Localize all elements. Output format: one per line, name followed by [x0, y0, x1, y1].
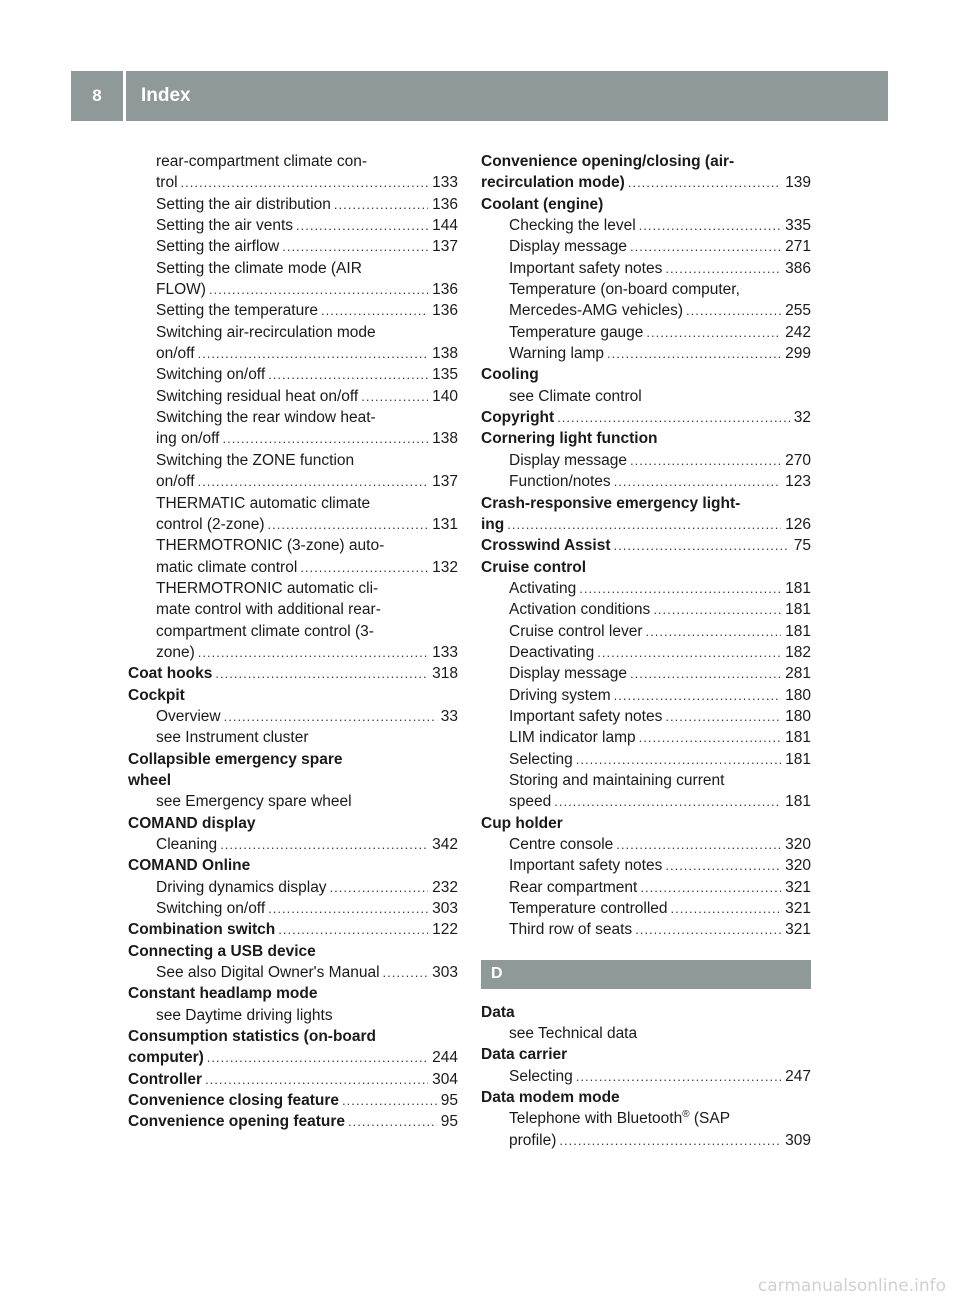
dot-leader [607, 343, 781, 364]
dot-leader [616, 834, 781, 855]
entry-text: Function/notes [509, 473, 611, 491]
page-ref[interactable]: 342 [432, 836, 458, 853]
entry-text: FLOW) [156, 281, 206, 299]
index-subentry [128, 727, 458, 748]
index-subentry [128, 279, 458, 300]
dot-leader [597, 642, 781, 663]
dot-leader [579, 578, 781, 599]
entry-text: trol [156, 174, 178, 192]
dot-leader [554, 791, 781, 812]
index-entry [128, 770, 458, 791]
entry-text: Checking the level [509, 217, 636, 235]
index-subentry [128, 364, 458, 385]
index-subentry [128, 322, 458, 343]
registered-mark: ® [682, 1109, 690, 1121]
index-subentry [481, 599, 811, 620]
index-entry [481, 557, 811, 578]
dot-leader [614, 685, 781, 706]
page-ref[interactable]: 270 [785, 451, 811, 469]
entry-text: Coolant (engine) [481, 195, 604, 213]
page-ref[interactable]: 299 [785, 345, 811, 363]
dot-leader [630, 236, 781, 257]
entry-text: Controller [128, 1070, 203, 1088]
dot-leader [181, 172, 429, 193]
index-subentry [128, 621, 458, 642]
page-ref[interactable]: 304 [432, 1070, 458, 1088]
dot-leader [639, 215, 781, 236]
entry-text: Temperature gauge [509, 323, 644, 341]
index-subentry [481, 663, 811, 684]
dot-leader [296, 215, 428, 236]
page-ref[interactable]: 95 [440, 1092, 458, 1110]
page-ref[interactable]: 123 [785, 473, 811, 491]
index-subentry [128, 194, 458, 215]
dot-leader [614, 471, 781, 492]
dot-leader [507, 514, 781, 535]
page-ref[interactable]: 135 [432, 366, 458, 384]
index-subentry [128, 386, 458, 407]
index-subentry [481, 898, 811, 919]
entry-text: Selecting [509, 1067, 573, 1085]
dot-leader [209, 279, 428, 300]
page-ref[interactable]: 255 [785, 302, 811, 320]
page-ref[interactable]: 321 [785, 900, 811, 918]
dot-leader [198, 471, 429, 492]
entry-text: Cleaning [156, 836, 218, 853]
section-letter: D [481, 960, 811, 989]
index-entry [128, 685, 458, 706]
index-subentry [128, 514, 458, 535]
index-subentry [481, 855, 811, 876]
page-ref[interactable]: 320 [785, 857, 811, 875]
index-subentry [481, 322, 811, 343]
header-divider [123, 71, 126, 121]
entry-text: Rear compartment [509, 878, 638, 896]
entry-text: matic climate control [156, 558, 298, 576]
index-subentry [481, 919, 811, 940]
entry-text: control (2-zone) [156, 515, 265, 533]
index-subentry [481, 215, 811, 236]
page-ref[interactable]: 133 [432, 174, 458, 192]
entry-text: Third row of seats [509, 921, 633, 939]
index-subentry [128, 493, 458, 514]
entry-text: Setting the air vents [156, 217, 293, 235]
index-subentry [481, 685, 811, 706]
entry-text: Display message [509, 451, 628, 469]
entry-text: Data modem mode [481, 1089, 620, 1107]
index-subentry [128, 706, 458, 727]
entry-text: See also Digital Owner's Manual [156, 964, 380, 982]
dot-leader [686, 300, 781, 321]
index-entry [481, 194, 811, 215]
index-subentry [481, 770, 811, 791]
entry-text: Important safety notes [509, 707, 663, 725]
page-title: Index [141, 85, 191, 106]
entry-text: see Emergency spare wheel [156, 793, 352, 811]
entry-text: compartment climate control (3- [156, 622, 374, 640]
page-ref[interactable]: 133 [432, 643, 458, 661]
index-entry [481, 1044, 811, 1065]
entry-text: recirculation mode) [481, 174, 625, 192]
entry-text: Switching air-recirculation mode [156, 323, 376, 341]
index-entry [128, 855, 458, 876]
dot-leader [576, 749, 781, 770]
page-ref[interactable]: 232 [432, 878, 458, 896]
page-ref[interactable]: 136 [432, 302, 458, 320]
entry-text: Collapsible emergency spare [128, 750, 343, 768]
page-ref[interactable]: 138 [432, 345, 458, 363]
index-subentry [481, 300, 811, 321]
index-subentry [128, 428, 458, 449]
entry-text: Storing and maintaining current [509, 771, 725, 789]
entry-text: Cruise control [481, 558, 587, 576]
page-ref[interactable]: 75 [793, 537, 811, 555]
index-entry [481, 493, 811, 514]
page-ref[interactable]: 132 [432, 558, 458, 576]
entry-text: ing [481, 515, 505, 533]
dot-leader [348, 1111, 437, 1132]
index-subentry [128, 471, 458, 492]
index-entry [128, 1026, 458, 1047]
page-ref[interactable]: 126 [785, 515, 811, 533]
dot-leader [205, 1069, 428, 1090]
entry-text: Convenience opening feature [128, 1113, 346, 1131]
entry-text: Temperature (on-board computer, [509, 281, 740, 299]
page-ref[interactable]: 303 [432, 964, 458, 982]
entry-text: Activation conditions [509, 601, 651, 619]
index-subentry [481, 1023, 811, 1044]
entry-text: see Daytime driving lights [156, 1006, 333, 1024]
index-subentry [128, 258, 458, 279]
index-column-right [481, 151, 811, 1151]
page-ref[interactable]: 131 [432, 515, 458, 533]
entry-text: Setting the airflow [156, 238, 280, 256]
index-subentry [128, 236, 458, 257]
index-entry [481, 407, 811, 428]
page-ref[interactable]: 140 [432, 387, 458, 405]
entry-text: Coat hooks [128, 665, 213, 683]
dot-leader [559, 1130, 781, 1151]
dot-leader [665, 706, 781, 727]
entry-text: on/off [156, 345, 195, 363]
entry-text: Cup holder [481, 814, 563, 832]
entry-text-cont: (SAP [689, 1110, 731, 1128]
dot-leader [646, 322, 781, 343]
index-entry [128, 1090, 458, 1111]
index-subentry [481, 621, 811, 642]
index-subentry [128, 877, 458, 898]
index-entry [128, 749, 458, 770]
entry-text: Centre console [509, 836, 614, 853]
entry-text: Cockpit [128, 686, 185, 704]
page-ref[interactable]: 95 [440, 1113, 458, 1131]
index-subentry [481, 727, 811, 748]
entry-text: Switching the rear window heat- [156, 409, 376, 427]
index-subentry [481, 642, 811, 663]
entry-text: LIM indicator lamp [509, 729, 636, 747]
dot-leader [635, 919, 781, 940]
entry-text: profile) [509, 1131, 557, 1149]
page-ref[interactable]: 138 [432, 430, 458, 448]
index-subentry [481, 791, 811, 812]
page-ref[interactable]: 281 [785, 665, 811, 683]
entry-text: Switching the ZONE function [156, 451, 355, 469]
entry-text: COMAND display [128, 814, 256, 832]
entry-text: Convenience closing feature [128, 1092, 340, 1110]
entry-text: Switching on/off [156, 366, 266, 384]
index-entry [481, 364, 811, 385]
index-entry [481, 535, 811, 556]
dot-leader [198, 642, 428, 663]
index-subentry [128, 834, 458, 855]
entry-text: see Climate control [509, 387, 642, 405]
dot-leader [278, 919, 428, 940]
page-ref[interactable]: 321 [785, 878, 811, 896]
dot-leader [268, 514, 429, 535]
dot-leader [268, 364, 428, 385]
entry-text: Overview [156, 707, 221, 725]
page-ref[interactable]: 181 [785, 729, 811, 747]
index-subentry [128, 642, 458, 663]
dot-leader [646, 621, 782, 642]
page-ref[interactable]: 122 [432, 921, 458, 939]
page-ref[interactable]: 137 [432, 238, 458, 256]
page-ref[interactable]: 137 [432, 473, 458, 491]
index-entry [481, 514, 811, 535]
page-ref[interactable]: 182 [785, 643, 811, 661]
entry-text: Consumption statistics (on-board [128, 1028, 376, 1046]
dot-leader [334, 194, 428, 215]
dot-leader [630, 450, 781, 471]
index-subentry [481, 471, 811, 492]
index-entry [128, 919, 458, 940]
index-entry [128, 813, 458, 834]
dot-leader [342, 1090, 437, 1111]
entry-text: Convenience opening/closing (air- [481, 153, 735, 170]
dot-leader [282, 236, 428, 257]
index-subentry [481, 450, 811, 471]
index-entry [481, 428, 811, 449]
dot-leader [223, 428, 429, 449]
dot-leader [639, 727, 781, 748]
entry-text: Display message [509, 665, 628, 683]
entry-text: Important safety notes [509, 857, 663, 875]
page-ref[interactable]: 181 [785, 601, 811, 619]
dot-leader [653, 599, 781, 620]
dot-leader [330, 877, 429, 898]
dot-leader [630, 663, 781, 684]
index-subentry [128, 557, 458, 578]
page-ref[interactable]: 144 [432, 217, 458, 235]
index-entry [481, 1002, 811, 1023]
dot-leader [576, 1066, 781, 1087]
entry-text: Copyright [481, 409, 555, 427]
entry-text: Cooling [481, 366, 539, 384]
index-entry [128, 1069, 458, 1090]
page-header [71, 71, 888, 121]
entry-text: Selecting [509, 750, 573, 768]
entry-text: Temperature controlled [509, 900, 668, 918]
entry-text: Deactivating [509, 643, 595, 661]
entry-text: Driving dynamics display [156, 878, 327, 896]
page-ref[interactable]: 181 [785, 622, 811, 640]
page-ref[interactable]: 242 [785, 323, 811, 341]
page-ref[interactable]: 180 [785, 686, 811, 704]
index-subentry [128, 407, 458, 428]
page-ref[interactable]: 309 [785, 1131, 811, 1149]
index-subentry [481, 258, 811, 279]
index-subentry [128, 450, 458, 471]
index-entry [128, 941, 458, 962]
index-subentry [128, 578, 458, 599]
page-number: 8 [92, 86, 102, 105]
entry-text: zone) [156, 643, 195, 661]
entry-text: computer) [128, 1049, 204, 1067]
entry-text: THERMOTRONIC automatic cli- [156, 579, 379, 597]
index-entry [481, 172, 811, 193]
entry-text: Warning lamp [509, 345, 605, 363]
entry-text: Display message [509, 238, 628, 256]
index-subentry [128, 599, 458, 620]
index-subentry [481, 236, 811, 257]
index-entry [128, 663, 458, 684]
dot-leader [361, 386, 428, 407]
index-subentry [481, 343, 811, 364]
entry-text: speed [509, 793, 552, 811]
index-subentry [481, 706, 811, 727]
page-ref[interactable]: 386 [785, 259, 811, 277]
dot-leader [628, 172, 781, 193]
entry-text: Setting the temperature [156, 302, 318, 320]
entry-text: Connecting a USB device [128, 942, 316, 960]
entry-text: Setting the climate mode (AIR [156, 259, 362, 277]
index-column-left [128, 151, 458, 1133]
index-subentry [481, 749, 811, 770]
page-ref[interactable]: 181 [785, 750, 811, 768]
entry-text: Mercedes-AMG vehicles) [509, 302, 683, 320]
index-subentry [128, 300, 458, 321]
dot-leader [614, 535, 790, 556]
entry-text: Activating [509, 579, 577, 597]
entry-text: Constant headlamp mode [128, 985, 318, 1003]
index-subentry [481, 1130, 811, 1151]
entry-text: Driving system [509, 686, 611, 704]
entry-text: Crosswind Assist [481, 537, 611, 555]
page-ref[interactable]: 321 [785, 921, 811, 939]
page-ref[interactable]: 318 [432, 665, 458, 683]
index-subentry [481, 1066, 811, 1087]
page-ref[interactable]: 271 [785, 238, 811, 256]
dot-leader [557, 407, 790, 428]
entry-text: THERMATIC automatic climate [156, 494, 371, 512]
dot-leader [640, 877, 781, 898]
entry-text: Telephone with Bluetooth [509, 1110, 683, 1128]
page-ref[interactable]: 136 [432, 281, 458, 299]
index-subentry [128, 962, 458, 983]
dot-leader [220, 834, 428, 855]
index-subentry [128, 1005, 458, 1026]
index-subentry [481, 279, 811, 300]
dot-leader [198, 343, 429, 364]
entry-text: mate control with additional rear- [156, 601, 381, 619]
page-ref[interactable]: 139 [785, 174, 811, 192]
page-ref[interactable]: 33 [440, 707, 458, 725]
dot-leader [665, 258, 781, 279]
page-ref[interactable]: 244 [432, 1049, 458, 1067]
index-entry [128, 983, 458, 1004]
dot-leader [671, 898, 782, 919]
index-subentry [128, 343, 458, 364]
watermark: carmanualsonline.info [757, 1276, 946, 1296]
dot-leader [268, 898, 428, 919]
index-subentry [481, 877, 811, 898]
entry-text: Crash-responsive emergency light- [481, 494, 741, 512]
index-subentry [481, 1108, 811, 1129]
entry-text: see Instrument cluster [156, 729, 309, 747]
entry-text: Cornering light function [481, 430, 658, 448]
entry-text: Important safety notes [509, 259, 663, 277]
index-subentry [128, 215, 458, 236]
index-entry [128, 1111, 458, 1132]
dot-leader [665, 855, 781, 876]
dot-leader [224, 706, 437, 727]
entry-text: rear-compartment climate con- [156, 153, 368, 170]
entry-text: see Technical data [509, 1025, 638, 1043]
entry-text: THERMOTRONIC (3-zone) auto- [156, 537, 385, 555]
page-ref[interactable]: 180 [785, 707, 811, 725]
index-subentry [481, 578, 811, 599]
entry-text: Switching on/off [156, 900, 266, 918]
dot-leader [321, 300, 428, 321]
dot-leader [215, 663, 428, 684]
entry-text: Data carrier [481, 1046, 568, 1064]
index-entry [128, 1047, 458, 1068]
index-entry [481, 813, 811, 834]
page-ref[interactable]: 303 [432, 900, 458, 918]
page-ref[interactable]: 320 [785, 836, 811, 853]
entry-text: Combination switch [128, 921, 276, 939]
entry-text: COMAND Online [128, 857, 251, 875]
dot-leader [383, 962, 429, 983]
page-ref[interactable]: 335 [785, 217, 811, 235]
index-subentry [128, 898, 458, 919]
entry-text: Setting the air distribution [156, 195, 331, 213]
index-subentry [481, 386, 811, 407]
entry-text: ing on/off [156, 430, 220, 448]
page-ref[interactable]: 181 [785, 793, 811, 811]
dot-leader [207, 1047, 428, 1068]
dot-leader [300, 557, 428, 578]
index-entry [481, 151, 811, 172]
page-ref[interactable]: 181 [785, 579, 811, 597]
index-subentry [128, 535, 458, 556]
page-ref[interactable]: 32 [793, 409, 811, 427]
index-entry [481, 1087, 811, 1108]
index-subentry [128, 151, 458, 172]
page-ref[interactable]: 247 [785, 1067, 811, 1085]
entry-text: Cruise control lever [509, 622, 643, 640]
entry-text: on/off [156, 473, 195, 491]
index-subentry [128, 172, 458, 193]
entry-text: wheel [128, 771, 172, 789]
entry-text: Data [481, 1003, 515, 1021]
index-subentry [128, 791, 458, 812]
index-subentry [481, 834, 811, 855]
entry-text: Switching residual heat on/off [156, 387, 359, 405]
page-ref[interactable]: 136 [432, 195, 458, 213]
